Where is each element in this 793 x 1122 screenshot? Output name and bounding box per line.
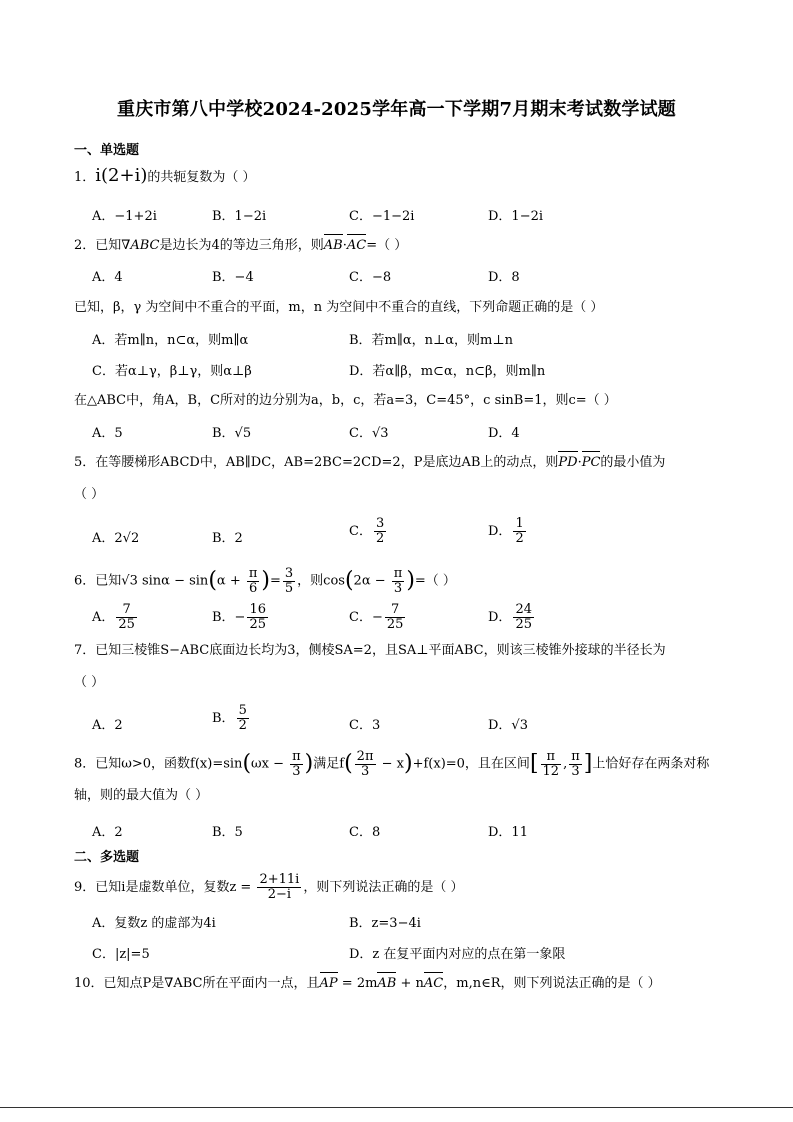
q2-option-d[interactable]: D．8 <box>488 270 520 285</box>
q8-option-a[interactable]: A．2 <box>92 825 123 840</box>
q10-vector-ac: AC <box>424 974 443 994</box>
section-single-choice: 一、单选题 <box>74 143 140 158</box>
q2-option-a[interactable]: A．4 <box>92 270 123 285</box>
question-5-paren: （ ） <box>74 487 105 502</box>
q7-option-d[interactable]: D．√3 <box>488 718 528 733</box>
q3-option-d[interactable]: D．若α∥β，m⊂α，n⊂β，则m∥n <box>349 364 546 379</box>
q4-option-b[interactable]: B．√5 <box>212 426 252 441</box>
q3-option-a[interactable]: A．若m∥n，n⊂α，则m∥α <box>92 333 249 348</box>
q1-expression: i(2+i) <box>95 165 148 186</box>
q4-option-a[interactable]: A．5 <box>92 426 123 441</box>
q6-option-b[interactable]: B．− $\frac{16}{25}$ <box>212 602 266 632</box>
q4-option-c[interactable]: C．√3 <box>349 426 389 441</box>
q6-option-d[interactable]: D． $\frac{24}{25}$ <box>488 602 532 632</box>
q7-option-a[interactable]: A．2 <box>92 718 123 733</box>
q8-option-d[interactable]: D．11 <box>488 825 528 840</box>
q2-option-c[interactable]: C．−8 <box>349 270 392 285</box>
question-10: 10．已知点P是∇ABC所在平面内一点，且AP = 2mAB + nAC，m,n∈R，则下列说法正确的是（ ） <box>74 974 734 994</box>
q9-option-b[interactable]: B．z=3−4i <box>349 916 421 931</box>
page-title: 重庆市第八中学校2024-2025学年高一下学期7月期末考试数学试题 <box>117 99 676 120</box>
q6-option-a[interactable]: A． $\frac{7}{25}$ <box>92 602 135 632</box>
question-5: 5．在等腰梯形ABCD中，AB∥DC，AB=2BC=2CD=2，P是底边AB上的动点，则PD·PC的最小值为 <box>74 453 734 473</box>
q7-option-c[interactable]: C．3 <box>349 718 381 733</box>
q8-option-c[interactable]: C．8 <box>349 825 381 840</box>
q2-option-b[interactable]: B．−4 <box>212 270 254 285</box>
question-3: 已知，β，γ 为空间中不重合的平面，m，n 为空间中不重合的直线，下列命题正确的是（ ） <box>74 300 604 315</box>
page-bottom-divider <box>0 1107 793 1108</box>
q9-option-d[interactable]: D．z 在复平面内对应的点在第一象限 <box>349 947 566 962</box>
question-8: 8．已知ω>0，函数f(x)=sin(ωx − $\frac{\pi}{3}$ )满足f( $\frac{2\pi}{3}$ − x)+f(x)=0，且在区间[ $\frac{\pi}{12}$ , $\frac{\pi}{3}$ ]上恰好存在两条对称 <box>74 748 710 779</box>
question-1: 1．i(2+i)的共轭复数为（ ） <box>74 165 256 186</box>
q4-option-d[interactable]: D．4 <box>488 426 520 441</box>
question-7-paren: （ ） <box>74 675 105 690</box>
q9-option-c[interactable]: C．|z|=5 <box>92 947 150 962</box>
q5-option-d[interactable]: D． $\frac{1}{2}$ <box>488 516 524 546</box>
question-2: 2．已知∇ABC是边长为4的等边三角形，则AB·AC=（ ） <box>74 236 734 256</box>
q10-vector-ab: AB <box>377 974 396 994</box>
q5-vector-pd: PD <box>558 453 577 473</box>
q2-vector-ac: AC <box>347 236 366 256</box>
q3-option-c[interactable]: C．若α⊥γ，β⊥γ，则α⊥β <box>92 364 252 379</box>
question-7: 7．已知三棱锥S−ABC底面边长均为3，侧棱SA=2，且SA⊥平面ABC，则该三棱锥外接球的半径长为 <box>74 643 666 658</box>
q1-option-a[interactable]: A．−1+2i <box>92 209 157 224</box>
question-8-line2: 轴，则的最大值为（ ） <box>74 788 209 803</box>
q2-vector-ab: AB <box>324 236 343 256</box>
q5-vector-pc: PC <box>582 453 601 473</box>
q9-option-a[interactable]: A．复数z 的虚部为4i <box>92 916 216 931</box>
question-4: 在△ABC中，角A，B，C所对的边分别为a，b，c，若a=3，C=45°，c sinB=1，则c=（ ） <box>74 393 617 408</box>
q10-vector-ap: AP <box>320 974 338 994</box>
q5-option-b[interactable]: B．2 <box>212 531 243 546</box>
q1-option-b[interactable]: B．1−2i <box>212 209 267 224</box>
q5-option-c[interactable]: C． $\frac{3}{2}$ <box>349 516 385 546</box>
question-9: 9．已知i是虚数单位，复数z = $\frac{2+11i}{2-i}$ ，则下列说法正确的是（ ） <box>74 872 464 902</box>
q8-option-b[interactable]: B．5 <box>212 825 243 840</box>
q1-option-c[interactable]: C．−1−2i <box>349 209 415 224</box>
q7-option-b[interactable]: B． $\frac{5}{2}$ <box>212 703 247 733</box>
q5-option-a[interactable]: A．2√2 <box>92 531 140 546</box>
section-multiple-choice: 二、多选题 <box>74 850 140 865</box>
question-6: 6．已知√3 sinα − sin(α + $\frac{\pi}{6}$ )= $\frac{3}{5}$ ，则cos(2α − $\frac{\pi}{3}$ )=（ ） <box>74 565 456 596</box>
q1-option-d[interactable]: D．1−2i <box>488 209 544 224</box>
q6-option-c[interactable]: C．− $\frac{7}{25}$ <box>349 602 404 632</box>
q3-option-b[interactable]: B．若m∥α，n⊥α，则m⊥n <box>349 333 513 348</box>
